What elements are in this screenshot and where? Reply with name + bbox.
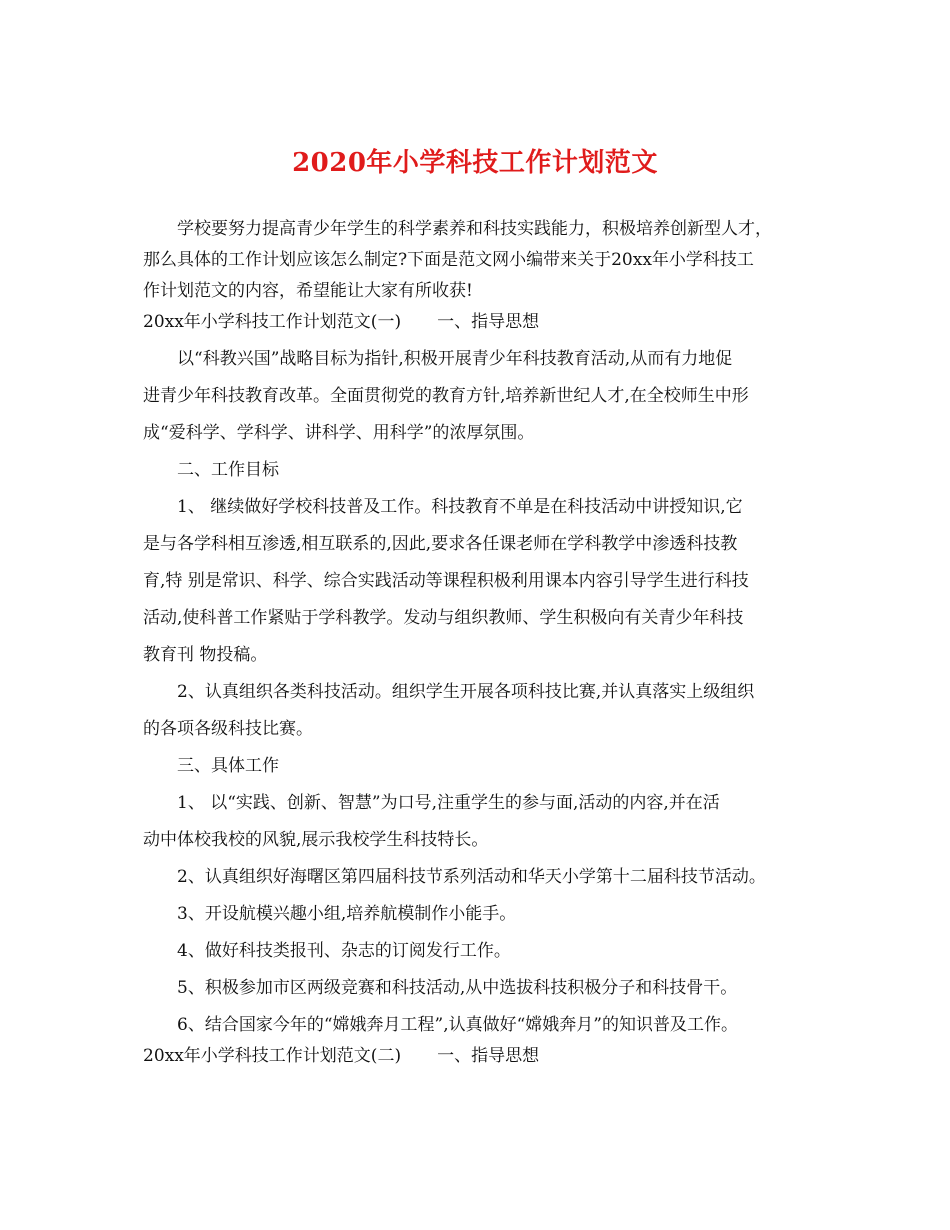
work-2: 2、认真组织好海曙区第四届科技节系列活动和华天小学第十二届科技节活动。	[177, 867, 766, 887]
guiding-line-1: 以“科教兴国”战略目标为指针,积极开展青少年科技教育活动,从而有力地促	[177, 349, 733, 369]
section-title-1: 20xx年小学科技工作计划范文(一)	[143, 312, 402, 332]
intro-line-1: 学校要努力提高青少年学生的科学素养和科技实践能力，积极培养创新型人才，	[177, 219, 772, 239]
goal-1-line-5: 教育刊 物投稿。	[143, 645, 268, 665]
intro-line-2: 那么具体的工作计划应该怎么制定?下面是范文网小编带来关于20xx年小学科技工	[143, 250, 754, 270]
document-title: 2020年小学科技工作计划范文	[292, 148, 658, 178]
work-6: 6、结合国家今年的“嫦娥奔月工程”,认真做好“嫦娥奔月”的知识普及工作。	[177, 1015, 738, 1035]
goal-1-line-3: 育,特 别是常识、科学、综合实践活动等课程积极利用课本内容引导学生进行科技	[143, 571, 749, 591]
work-4: 4、做好科技类报刊、杂志的订阅发行工作。	[177, 941, 511, 961]
section-subtitle-2: 一、指导思想	[437, 1046, 540, 1066]
work-5: 5、积极参加市区两级竞赛和科技活动,从中选拔科技积极分子和科技骨干。	[177, 978, 738, 998]
goal-2-line-2: 的各项各级科技比赛。	[143, 719, 313, 739]
intro-line-3: 作计划范文的内容，希望能让大家有所收获!	[143, 281, 473, 301]
guiding-line-3: 成“爱科学、学科学、讲科学、用科学”的浓厚氛围。	[143, 423, 535, 443]
guiding-line-2: 进青少年科技教育改革。全面贯彻党的教育方针,培养新世纪人才,在全校师生中形	[143, 386, 749, 406]
goal-1-line-1: 1、 继续做好学校科技普及工作。科技教育不单是在科技活动中讲授知识,它	[177, 497, 743, 517]
work-1-line-2: 动中体校我校的风貌,展示我校学生科技特长。	[143, 830, 489, 850]
goals-heading: 二、工作目标	[177, 460, 279, 480]
section-heading-2	[143, 1041, 843, 1072]
document-body	[143, 214, 843, 1072]
work-heading: 三、具体工作	[177, 756, 279, 776]
section-subtitle-1: 一、指导思想	[437, 312, 540, 332]
section-heading-1	[143, 307, 843, 338]
work-3: 3、开设航模兴趣小组,培养航模制作小能手。	[177, 904, 517, 924]
section-title-2: 20xx年小学科技工作计划范文(二)	[143, 1046, 402, 1066]
goal-1-line-2: 是与各学科相互渗透,相互联系的,因此,要求各任课老师在学科教学中渗透科技教	[143, 534, 738, 554]
goal-1-line-4: 活动,使科普工作紧贴于学科教学。发动与组织教师、学生积极向有关青少年科技	[143, 608, 744, 628]
goal-2-line-1: 2、认真组织各类科技活动。组织学生开展各项科技比赛,并认真落实上级组织	[177, 682, 755, 702]
work-1-line-1: 1、 以“实践、创新、智慧”为口号,注重学生的参与面,活动的内容,并在活	[177, 793, 720, 813]
